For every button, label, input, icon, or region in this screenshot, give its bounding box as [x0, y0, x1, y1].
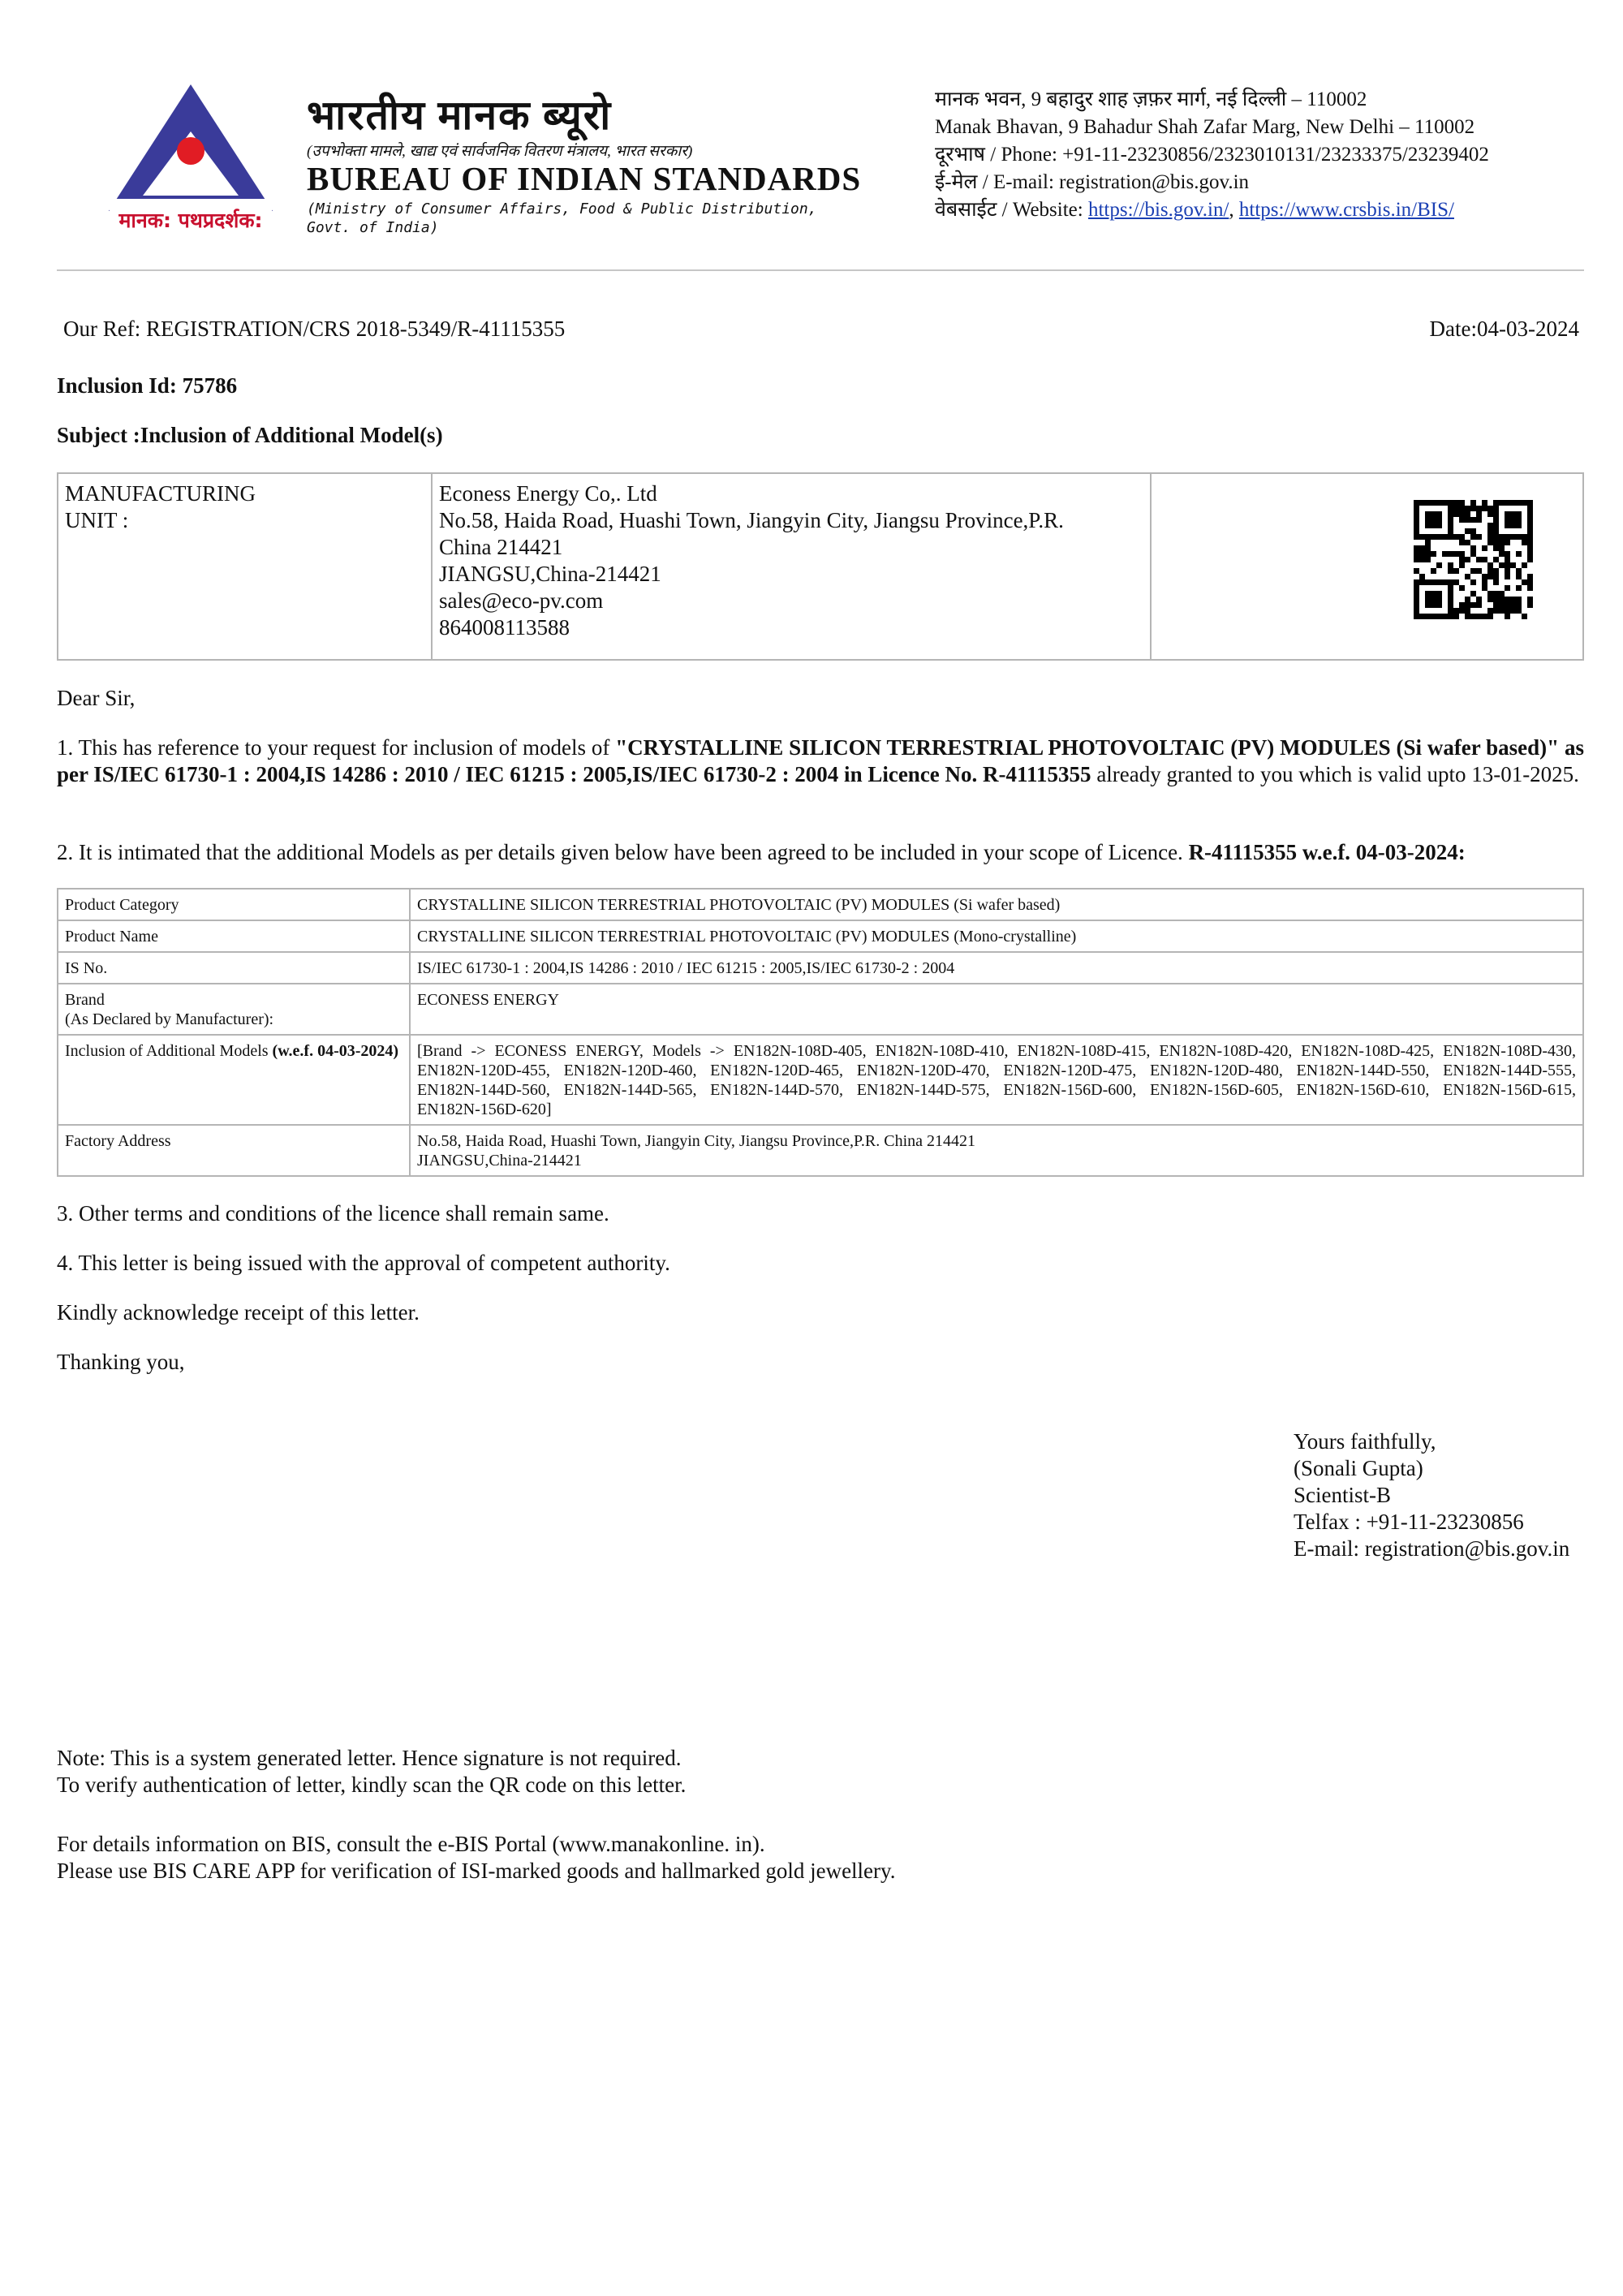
note-line-1: Note: This is a system generated letter. Hence signature is not required. — [57, 1746, 682, 1770]
email-line — [935, 169, 1489, 196]
row-value: CRYSTALLINE SILICON TERRESTRIAL PHOTOVOLTAIC (PV) MODULES (Si wafer based) — [410, 889, 1583, 920]
footer-info — [57, 1831, 896, 1885]
header-divider — [57, 269, 1584, 271]
email-address: registration@bis.gov.in — [1053, 171, 1250, 193]
info-line-2: Please use BIS CARE APP for verification of ISI-marked goods and hallmarked gold jewellery. — [57, 1859, 896, 1883]
contact-block — [935, 86, 1489, 224]
qr-code-cell — [1151, 473, 1583, 660]
inclusion-label: Inclusion of Additional Models — [65, 1042, 273, 1060]
subject-line: Subject :Inclusion of Additional Model(s) — [57, 423, 443, 447]
letter-date: Date:04-03-2024 — [1429, 317, 1579, 341]
phone-label: दूरभाष / Phone: — [935, 144, 1057, 166]
brand-label: Brand — [65, 991, 105, 1009]
paragraph-3: 3. Other terms and conditions of the licence shall remain same. — [57, 1201, 609, 1226]
website-link-bis[interactable]: https://bis.gov.in/ — [1087, 199, 1229, 221]
qr-code[interactable] — [1399, 500, 1561, 622]
website-link-crsbis[interactable]: https://www.crsbis.in/BIS/ — [1238, 199, 1454, 221]
address-hindi: मानक भवन, 9 बहादुर शाह ज़फ़र मार्ग, नई दिल्ली – 110002 — [935, 88, 1367, 110]
paragraph-1-tail: already granted to you which is valid upto 13-01-2025. — [1091, 762, 1579, 786]
table-row — [58, 920, 1583, 952]
factory-address-line-1: No.58, Haida Road, Huashi Town, Jiangyin City, Jiangsu Province,P.R. China 214421 — [417, 1132, 976, 1150]
signature-line: Scientist-B — [1294, 1483, 1391, 1507]
inclusion-label-date: (w.e.f. 04-03-2024) — [272, 1042, 399, 1060]
row-value — [410, 1125, 1583, 1176]
website-label: वेबसाईट / Website: — [935, 199, 1088, 221]
table-row — [58, 889, 1583, 920]
hindi-subtitle: (उपभोक्ता मामले, खाद्य एवं सार्वजनिक वितरण मंत्रालय, भारत सरकार) — [307, 143, 693, 160]
row-label: Factory Address — [58, 1125, 410, 1176]
signature-line: Yours faithfully, — [1294, 1429, 1436, 1454]
brand-label-sub: (As Declared by Manufacturer): — [65, 1010, 274, 1028]
info-line-1: For details information on BIS, consult the e-BIS Portal (www.manakonline. in). — [57, 1832, 765, 1856]
inclusion-id: Inclusion Id: 75786 — [57, 373, 238, 398]
manufacturing-unit-table — [57, 472, 1584, 661]
paragraph-2 — [57, 839, 1466, 866]
manufacturing-unit-address — [432, 473, 1151, 660]
address-line: China 214421 — [439, 535, 563, 559]
address-line: JIANGSU,China-214421 — [439, 562, 661, 586]
row-label: Product Category — [58, 889, 410, 920]
signature-line: E-mail: registration@bis.gov.in — [1294, 1536, 1570, 1561]
note-line-2: To verify authentication of letter, kindly scan the QR code on this letter. — [57, 1773, 687, 1797]
paragraph-1 — [57, 734, 1584, 788]
row-label: IS No. — [58, 952, 410, 984]
acknowledge-text: Kindly acknowledge receipt of this letter. — [57, 1300, 420, 1325]
phone-line — [935, 141, 1489, 169]
reference-number: Our Ref: REGISTRATION/CRS 2018-5349/R-41115355 — [63, 317, 566, 341]
manufacturing-unit-label — [58, 473, 432, 660]
footer-note — [57, 1745, 686, 1798]
address-line: sales@eco-pv.com — [439, 588, 604, 613]
email-label: ई-मेल / E-mail: — [935, 171, 1054, 193]
address-line: 864008113588 — [439, 615, 570, 640]
bureau-title: BUREAU OF INDIAN STANDARDS — [307, 160, 862, 197]
ministry-line-2: Govt. of India) — [307, 219, 439, 236]
row-value: IS/IEC 61730-1 : 2004,IS 14286 : 2010 / IEC 61215 : 2005,IS/IEC 61730-2 : 2004 — [410, 952, 1583, 984]
address-line: Econess Energy Co,. Ltd — [439, 481, 657, 506]
signature-block — [1294, 1428, 1569, 1562]
paragraph-2-text: 2. It is intimated that the additional Models as per details given below have been agreed to be included in your scope of Licence. — [57, 840, 1189, 864]
logo-caption: मानक: पथप्रदर्शक: — [118, 209, 263, 232]
paragraph-1-text: 1. This has reference to your request for inclusion of models of — [57, 735, 616, 760]
paragraph-1-bold: "CRYSTALLINE SILICON TERRESTRIAL PHOTOVOLTAIC (PV) MODULES (Si wafer based)" as per IS/IEC 61730-1 : 2004,IS 14286 : 2010 / IEC 61215 : 2005,IS/IEC 61730-2 : 2004 in Licence No. R-41115355 — [57, 735, 1584, 786]
phone-number: +91-11-23230856/2323010131/23233375/23239402 — [1057, 144, 1489, 166]
label-line-1: MANUFACTURING — [65, 481, 256, 506]
website-separator: , — [1229, 199, 1239, 221]
website-line — [935, 196, 1489, 224]
additional-models-table — [57, 888, 1584, 1177]
address-english: Manak Bhavan, 9 Bahadur Shah Zafar Marg, New Delhi – 110002 — [935, 116, 1475, 138]
signature-line: Telfax : +91-11-23230856 — [1294, 1510, 1524, 1534]
signature-line: (Sonali Gupta) — [1294, 1456, 1423, 1480]
table-row — [58, 1125, 1583, 1176]
bis-logo — [105, 81, 276, 243]
ministry-line-1: (Ministry of Consumer Affairs, Food & Public Distribution, — [307, 200, 817, 218]
paragraph-4: 4. This letter is being issued with the approval of competent authority. — [57, 1251, 670, 1275]
hindi-title: भारतीय मानक ब्यूरो — [307, 93, 613, 138]
row-label — [58, 984, 410, 1035]
models-list: [Brand -> ECONESS ENERGY, Models -> EN182N-108D-405, EN182N-108D-410, EN182N-108D-415, EN182N-108D-420, EN182N-108D-425, EN182N-108D-430, EN182N-120D-455, EN182N-120D-460, EN182N-120D-465, EN182N-120D-470, EN182N-120D-475, EN182N-120D-480, EN182N-144D-550, EN182N-144D-555, EN182N-144D-560, EN182N-144D-565, EN182N-144D-570, EN182N-144D-575, EN182N-156D-600, EN182N-156D-605, EN182N-156D-610, EN182N-156D-615, EN182N-156D-620] — [410, 1035, 1583, 1125]
factory-address-line-2: JIANGSU,China-214421 — [417, 1152, 582, 1170]
paragraph-2-bold: R-41115355 w.e.f. 04-03-2024: — [1188, 840, 1466, 864]
salutation: Dear Sir, — [57, 686, 136, 710]
row-label: Product Name — [58, 920, 410, 952]
row-value: CRYSTALLINE SILICON TERRESTRIAL PHOTOVOLTAIC (PV) MODULES (Mono-crystalline) — [410, 920, 1583, 952]
table-row — [58, 952, 1583, 984]
table-row — [58, 1035, 1583, 1125]
address-line: No.58, Haida Road, Huashi Town, Jiangyin City, Jiangsu Province,P.R. — [439, 508, 1064, 532]
table-row — [58, 984, 1583, 1035]
label-line-2: UNIT : — [65, 508, 129, 532]
ministry-text — [307, 200, 891, 237]
closing-thanks: Thanking you, — [57, 1350, 185, 1374]
row-label — [58, 1035, 410, 1125]
row-value: ECONESS ENERGY — [410, 984, 1583, 1035]
